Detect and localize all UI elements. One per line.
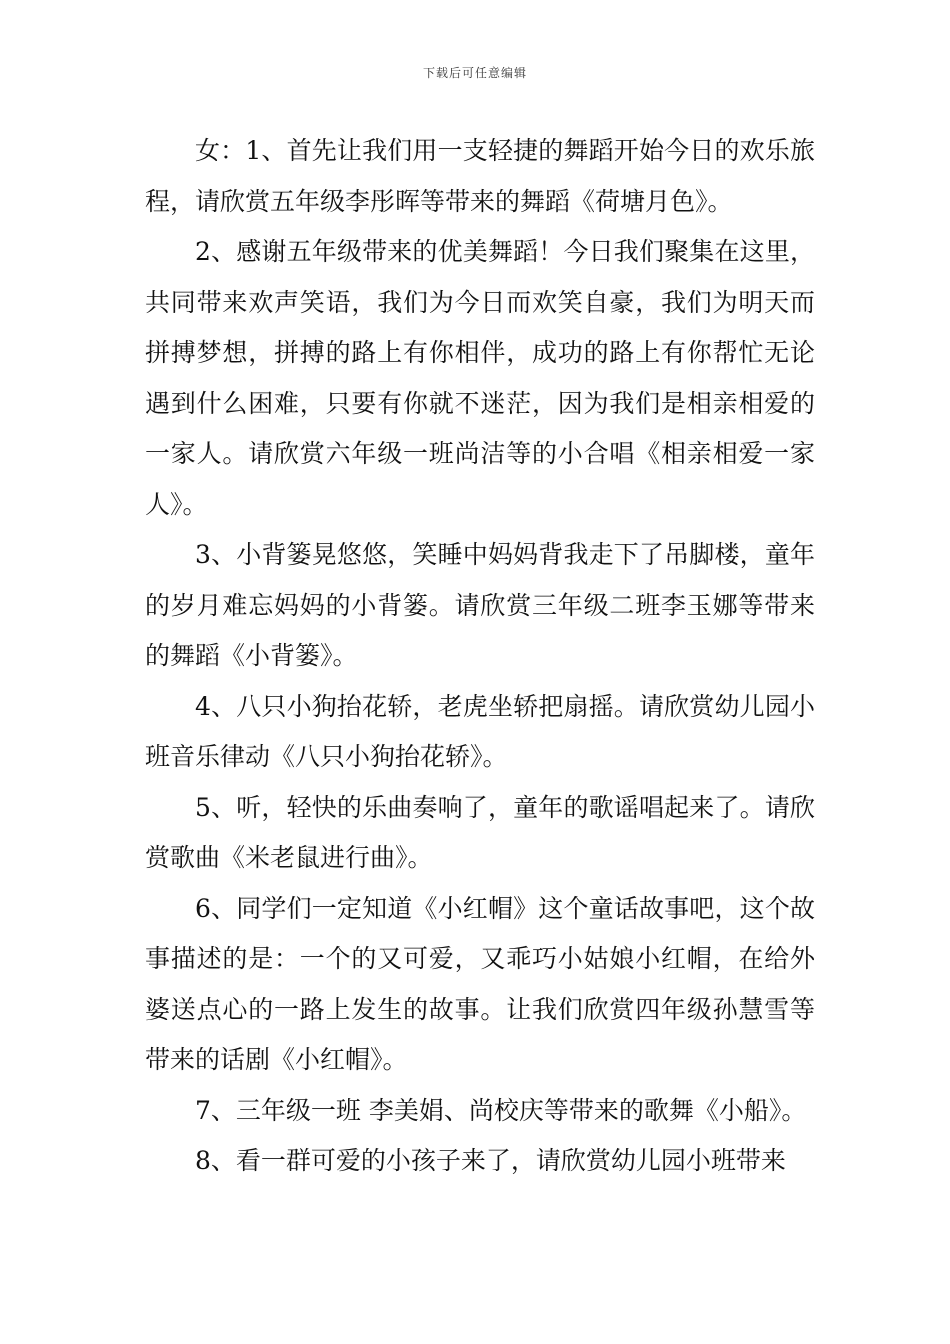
paragraph-3: 3、小背篓晃悠悠，笑睡中妈妈背我走下了吊脚楼，童年的岁月难忘妈妈的小背篓。请欣赏三年级二班李玉娜等带来的舞蹈《小背篓》。 (145, 540, 815, 670)
paragraph-4: 4、八只小狗抬花轿，老虎坐轿把扇摇。请欣赏幼儿园小班音乐律动《八只小狗抬花轿》。 (145, 691, 815, 771)
paragraph-2: 2、感谢五年级带来的优美舞蹈！今日我们聚集在这里，共同带来欢声笑语，我们为今日而欢笑自豪，我们为明天而拼搏梦想，拼搏的路上有你相伴，成功的路上有你帮忙无论遇到什么困难，只要有你就不迷茫，因为我们是相亲相爱的一家人。请欣赏六年级一班尚洁等的小合唱《相亲相爱一家人》。 (145, 237, 815, 519)
document-body (145, 126, 815, 1187)
paragraph-8: 8、看一群可爱的小孩子来了，请欣赏幼儿园小班带来 (195, 1146, 786, 1175)
paragraph-6: 6、同学们一定知道《小红帽》这个童话故事吧，这个故事描述的是：一个的又可爱，又乖巧小姑娘小红帽，在给外婆送点心的一路上发生的故事。让我们欣赏四年级孙慧雪等带来的话剧《小红帽》。 (145, 893, 815, 1074)
page-header-note: 下载后可任意编辑 (422, 66, 527, 80)
paragraph-5: 5、听，轻快的乐曲奏响了，童年的歌谣唱起来了。请欣赏歌曲《米老鼠进行曲》。 (145, 792, 815, 872)
paragraph-1: 女：1、首先让我们用一支轻捷的舞蹈开始今日的欢乐旅程，请欣赏五年级李彤晖等带来的舞蹈《荷塘月色》。 (145, 136, 815, 216)
paragraph-7: 7、三年级一班 李美娟、尚校庆等带来的歌舞《小船》。 (195, 1095, 807, 1125)
